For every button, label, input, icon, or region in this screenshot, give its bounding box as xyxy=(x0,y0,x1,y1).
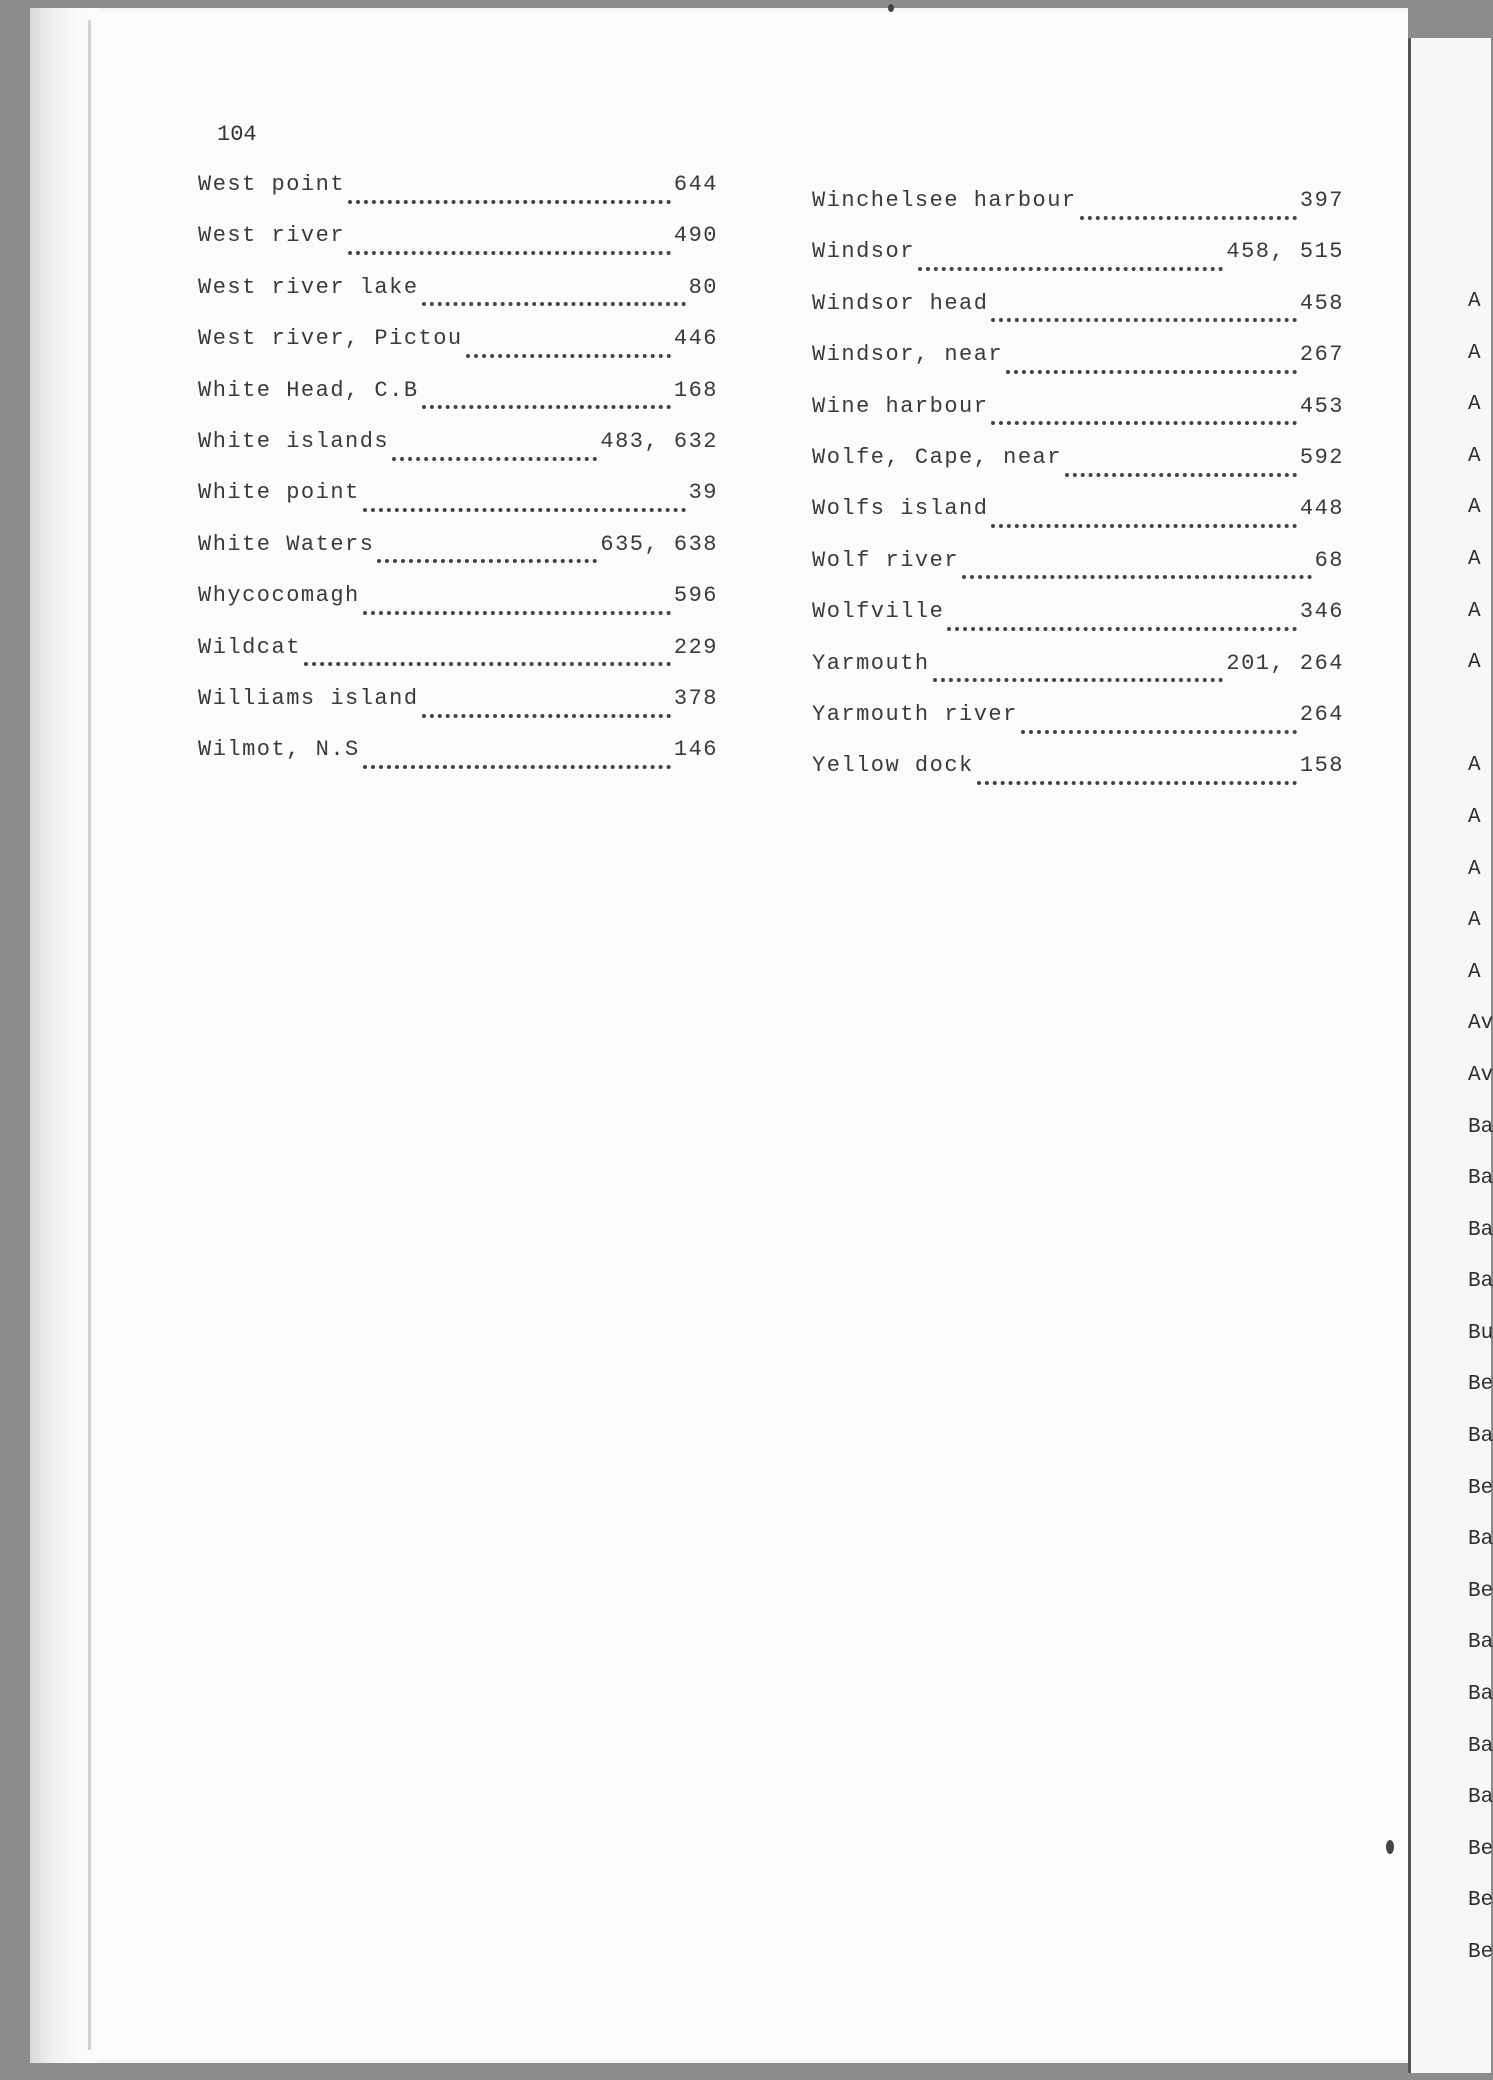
dot-leader xyxy=(977,781,1297,785)
edge-letter: Be xyxy=(1468,1889,1493,1913)
dot-leader xyxy=(348,251,671,255)
index-entry xyxy=(812,291,1344,342)
edge-letter: Ba xyxy=(1468,1786,1493,1810)
dot-leader xyxy=(1065,473,1297,477)
edge-letter: A xyxy=(1468,547,1481,571)
dot-leader xyxy=(918,267,1223,271)
entry-page: 264 xyxy=(1299,701,1344,727)
entry-name: Windsor, near xyxy=(812,342,1004,368)
entry-name: Wolfville xyxy=(812,599,945,625)
edge-letter: A xyxy=(1468,651,1481,675)
edge-letter: A xyxy=(1468,290,1481,313)
edge-letter: Be xyxy=(1468,1941,1493,1964)
index-entry xyxy=(198,275,718,326)
edge-letter: Be xyxy=(1468,1476,1493,1500)
entry-name: Wine harbour xyxy=(812,393,989,419)
dot-leader xyxy=(422,714,671,718)
dot-leader xyxy=(962,575,1312,579)
index-entry xyxy=(198,583,718,634)
entry-page: 453 xyxy=(1299,393,1344,419)
entry-name: Yarmouth xyxy=(812,650,930,676)
dot-leader xyxy=(348,200,671,204)
edge-letter: Ba xyxy=(1468,1115,1493,1139)
dot-leader xyxy=(363,611,671,615)
index-entry xyxy=(198,326,718,377)
entry-page: 267 xyxy=(1299,342,1344,368)
index-entry xyxy=(198,480,718,531)
entry-page: 39 xyxy=(688,480,718,506)
edge-letter xyxy=(1468,703,1488,755)
page-number: 104 xyxy=(217,122,257,147)
dot-leader xyxy=(991,524,1296,528)
entry-page: 378 xyxy=(673,685,718,711)
entry-page: 635, 638 xyxy=(600,531,718,557)
entry-page: 448 xyxy=(1299,496,1344,522)
dot-leader xyxy=(363,508,686,512)
index-column-right xyxy=(812,188,1344,805)
dot-leader xyxy=(1006,370,1297,374)
edge-letter: Be xyxy=(1468,1373,1493,1397)
dot-leader xyxy=(1080,216,1297,220)
entry-page: 168 xyxy=(673,377,718,403)
entry-name: Windsor xyxy=(812,239,915,265)
edge-letter: Ba xyxy=(1468,1528,1493,1552)
entry-page: 80 xyxy=(688,274,718,300)
entry-name: Yarmouth river xyxy=(812,701,1018,727)
entry-page: 346 xyxy=(1299,599,1344,625)
dot-leader xyxy=(422,405,671,409)
entry-page: 592 xyxy=(1299,444,1344,470)
edge-letter: A xyxy=(1468,341,1481,365)
dot-leader xyxy=(1021,730,1297,734)
binding-line xyxy=(88,20,91,2050)
entry-name: Wolfe, Cape, near xyxy=(812,444,1062,470)
edge-letter: Ba xyxy=(1468,1631,1493,1655)
edge-letter: Ba xyxy=(1468,1683,1493,1707)
dot-leader xyxy=(991,318,1296,322)
edge-letter: Be xyxy=(1468,1579,1493,1603)
entry-name: White Waters xyxy=(198,531,375,557)
entry-name: Wolfs island xyxy=(812,496,989,522)
index-entry xyxy=(198,532,718,583)
entry-page: 458 xyxy=(1299,290,1344,316)
dot-leader xyxy=(991,421,1296,425)
entry-name: West river xyxy=(198,223,346,249)
ink-smudge xyxy=(1386,1840,1394,1854)
index-entry xyxy=(198,635,718,686)
entry-page: 146 xyxy=(673,737,718,763)
edge-letter: A xyxy=(1468,857,1481,881)
entry-name: Windsor head xyxy=(812,290,989,316)
entry-page: 458, 515 xyxy=(1226,239,1344,265)
edge-letter: A xyxy=(1468,960,1481,984)
entry-name: Wildcat xyxy=(198,634,301,660)
index-entry xyxy=(812,651,1344,702)
index-entry xyxy=(198,172,718,223)
dot-leader xyxy=(392,457,597,461)
index-entry xyxy=(812,342,1344,393)
edge-letter: Bu xyxy=(1468,1321,1493,1345)
index-entry xyxy=(198,223,718,274)
edge-letter: A xyxy=(1468,805,1481,829)
index-entry xyxy=(812,239,1344,290)
edge-letter: A xyxy=(1468,599,1481,623)
entry-name: White point xyxy=(198,480,360,506)
edge-letter: Ba xyxy=(1468,1270,1493,1294)
ink-speck xyxy=(888,4,894,12)
dot-leader xyxy=(304,662,671,666)
edge-letter: Ba xyxy=(1468,1425,1493,1449)
index-entry xyxy=(812,702,1344,753)
index-column-left xyxy=(198,172,718,789)
entry-name: West river lake xyxy=(198,274,419,300)
edge-letter: Av xyxy=(1468,1063,1493,1087)
entry-page: 397 xyxy=(1299,188,1344,213)
dot-leader xyxy=(422,302,686,306)
edge-letter: Be xyxy=(1468,1837,1493,1861)
dot-leader xyxy=(933,678,1224,682)
entry-page: 201, 264 xyxy=(1226,650,1344,676)
index-entry xyxy=(812,445,1344,496)
index-entry xyxy=(812,188,1344,239)
index-entry xyxy=(198,378,718,429)
entry-name: West river, Pictou xyxy=(198,326,463,352)
edge-letter: A xyxy=(1468,444,1481,468)
index-entry xyxy=(812,753,1344,804)
entry-page: 596 xyxy=(673,583,718,609)
entry-name: White islands xyxy=(198,428,390,454)
edge-letter: Ba xyxy=(1468,1218,1493,1242)
edge-letter: A xyxy=(1468,754,1481,778)
entry-name: West point xyxy=(198,172,346,197)
index-entry xyxy=(198,737,718,788)
entry-name: Winchelsee harbour xyxy=(812,188,1077,213)
edge-letter: Ba xyxy=(1468,1167,1493,1191)
entry-name: Wilmot, N.S xyxy=(198,737,360,763)
facing-page-letters xyxy=(1468,290,1493,1993)
index-entry xyxy=(812,394,1344,445)
entry-name: White Head, C.B xyxy=(198,377,419,403)
entry-name: Whycocomagh xyxy=(198,583,360,609)
dot-leader xyxy=(947,627,1297,631)
edge-letter: A xyxy=(1468,496,1481,520)
index-entry xyxy=(812,599,1344,650)
index-entry xyxy=(198,686,718,737)
entry-name: Williams island xyxy=(198,685,419,711)
entry-name: Wolf river xyxy=(812,547,960,573)
entry-page: 644 xyxy=(673,172,718,197)
dot-leader xyxy=(363,765,671,769)
edge-letter: A xyxy=(1468,393,1481,417)
entry-page: 483, 632 xyxy=(600,428,718,454)
edge-letter: Ba xyxy=(1468,1734,1493,1758)
entry-page: 490 xyxy=(673,223,718,249)
entry-page: 68 xyxy=(1314,547,1344,573)
index-entry xyxy=(812,496,1344,547)
dot-leader xyxy=(466,354,671,358)
entry-name: Yellow dock xyxy=(812,753,974,779)
dot-leader xyxy=(377,559,597,563)
edge-letter: A xyxy=(1468,909,1481,933)
entry-page: 158 xyxy=(1299,753,1344,779)
edge-letter: Av xyxy=(1468,1012,1493,1036)
index-entry xyxy=(198,429,718,480)
entry-page: 229 xyxy=(673,634,718,660)
index-entry xyxy=(812,548,1344,599)
entry-page: 446 xyxy=(673,326,718,352)
